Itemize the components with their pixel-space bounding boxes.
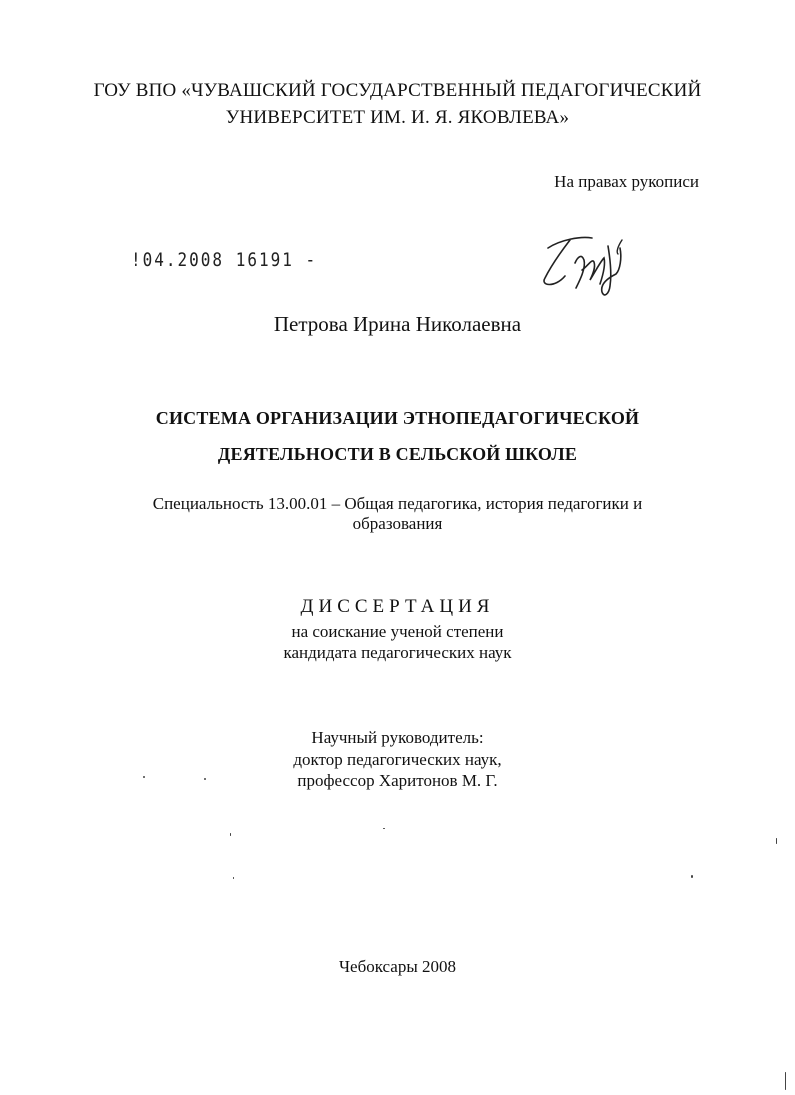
supervisor-degree: доктор педагогических наук, [293, 750, 502, 769]
speck [776, 838, 777, 844]
degree-line-1: на соискание ученой степени [291, 622, 504, 641]
speck [204, 778, 206, 780]
signature-icon [530, 218, 640, 303]
speck [143, 776, 145, 778]
institution-line-1: ГОУ ВПО «ЧУВАШСКИЙ ГОСУДАРСТВЕННЫЙ ПЕДАГОГИЧЕСКИЙ [93, 80, 702, 101]
specialty-line-2: образования [352, 514, 443, 533]
rights-note: На правах рукописи [554, 172, 699, 191]
degree-line-2: кандидата педагогических наук [283, 643, 512, 662]
supervisor-label: Научный руководитель: [311, 728, 484, 747]
supervisor-name: профессор Харитонов М. Г. [297, 771, 498, 790]
specialty-line-1: Специальность 13.00.01 – Общая педагогика, история педагогики и [152, 494, 643, 513]
archive-stamp: !04.2008 16191 - [131, 248, 318, 271]
speck [230, 833, 231, 836]
speck [691, 875, 693, 878]
speck [785, 1072, 786, 1090]
institution-line-2: УНИВЕРСИТЕТ ИМ. И. Я. ЯКОВЛЕВА» [225, 107, 570, 128]
dissertation-title [0, 400, 795, 472]
author-name: Петрова Ирина Николаевна [273, 312, 522, 336]
title-line-1: СИСТЕМА ОРГАНИЗАЦИИ ЭТНОПЕДАГОГИЧЕСКОЙ [155, 408, 640, 428]
speck [233, 877, 234, 879]
speck [383, 828, 385, 829]
city-year: Чебоксары 2008 [338, 957, 457, 976]
institution-name [0, 77, 795, 131]
dissertation-heading: ДИССЕРТАЦИЯ [300, 596, 495, 617]
title-line-2: ДЕЯТЕЛЬНОСТИ В СЕЛЬСКОЙ ШКОЛЕ [217, 444, 578, 464]
